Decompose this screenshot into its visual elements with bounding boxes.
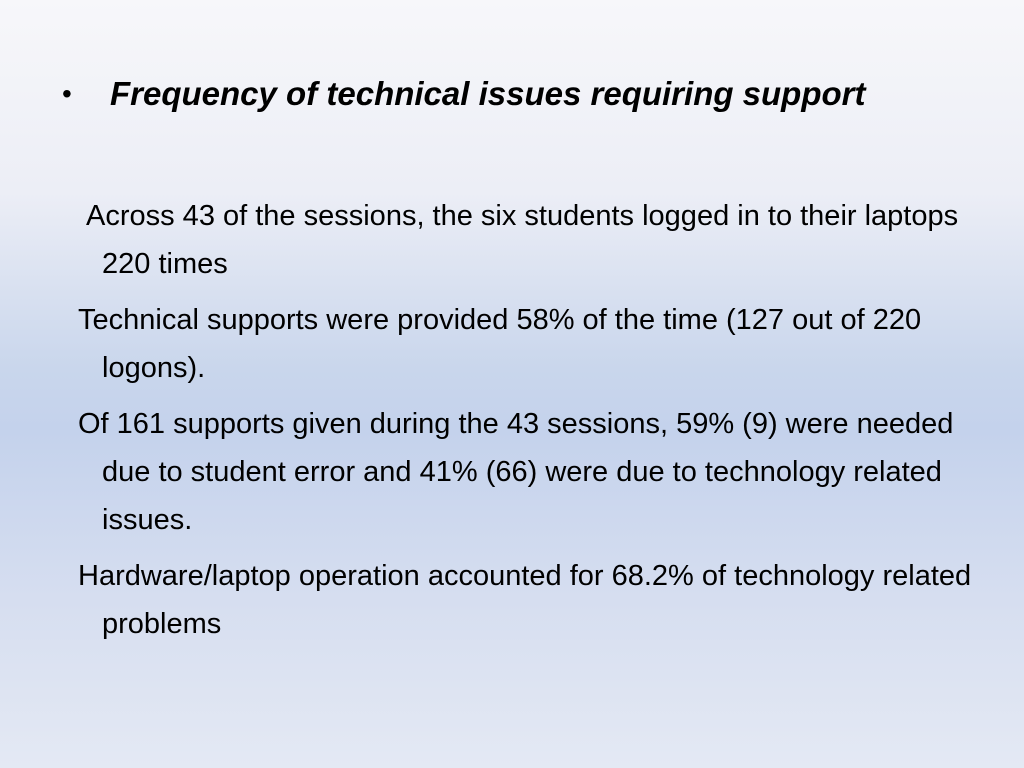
body-text xyxy=(78,192,983,656)
heading-text: Frequency of technical issues requiring support xyxy=(110,75,866,112)
paragraph-sessions: Across 43 of the sessions, the six students logged in to their laptops 220 times xyxy=(86,200,959,280)
paragraph-supports-provided: Technical supports were provided 58% of the time (127 out of 220 logons). xyxy=(78,304,922,384)
paragraph-supports-breakdown: Of 161 supports given during the 43 sessions, 59% (9) were needed due to student error and 41% (66) were due to technology related issues. xyxy=(78,408,954,536)
paragraph-hardware: Hardware/laptop operation accounted for 68.2% of technology related problems xyxy=(78,560,972,640)
bullet-icon: • xyxy=(62,78,72,109)
slide-heading xyxy=(62,68,962,119)
